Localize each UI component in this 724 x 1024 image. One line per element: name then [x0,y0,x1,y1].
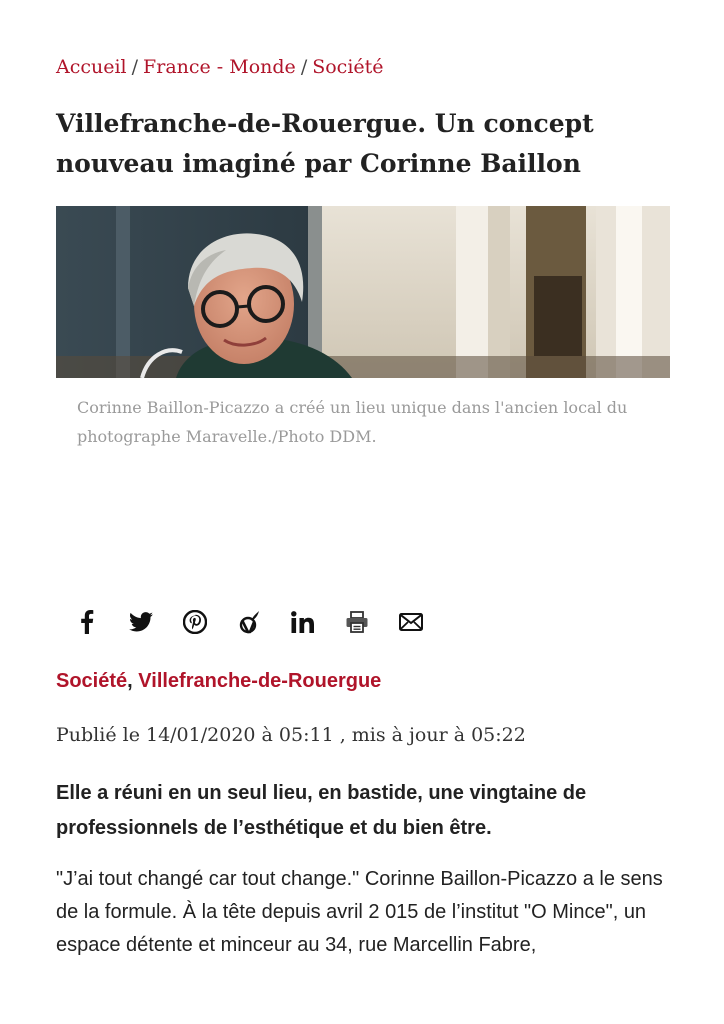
breadcrumb-societe-link[interactable]: Société [312,56,384,78]
share-twitter-button[interactable] [114,604,168,640]
photo-caption: Corinne Baillon-Picazzo a créé un lieu unique dans l'ancien local du photographe Maravelle./Photo DDM. [77,398,628,446]
article-lead: Elle a réuni en un seul lieu, en bastide, une vingtaine de professionnels de l’esthétique et du bien être. [56,782,587,839]
breadcrumb [56,56,384,78]
share-viadeo-button[interactable] [222,604,276,640]
share-bar [60,604,438,640]
share-linkedin-button[interactable] [276,604,330,640]
twitter-icon [129,612,153,632]
linkedin-icon [291,611,315,633]
breadcrumb-home-link[interactable]: Accueil [56,56,127,78]
breadcrumb-separator: / [131,56,139,78]
tag-separator: , [127,670,133,692]
facebook-icon [80,610,94,634]
share-print-button[interactable] [330,604,384,640]
share-pinterest-button[interactable] [168,604,222,640]
article-photo [56,206,670,378]
article-body: "J’ai tout changé car tout change." Corinne Baillon-Picazzo a le sens de la formule. À la tête depuis avril 2 015 de l’institut "O Mince", un espace détente et minceur au 34, rue Marcellin Fabre, [56,868,663,956]
article-tags [56,670,381,693]
share-facebook-button[interactable] [60,604,114,640]
pinterest-icon [183,610,207,634]
email-icon [399,613,423,631]
viadeo-icon [238,610,260,634]
breadcrumb-france-monde-link[interactable]: France - Monde [143,56,296,78]
article-title: Villefranche-de-Rouergue. Un concept nouveau imaginé par Corinne Baillon [56,109,594,178]
breadcrumb-separator: / [300,56,308,78]
share-email-button[interactable] [384,604,438,640]
tag-villefranche-link[interactable]: Villefranche-de-Rouergue [138,670,382,692]
publication-dates: Publié le 14/01/2020 à 05:11 , mis à jour à 05:22 [56,724,526,746]
tag-societe-link[interactable]: Société [56,670,128,692]
print-icon [345,611,369,633]
